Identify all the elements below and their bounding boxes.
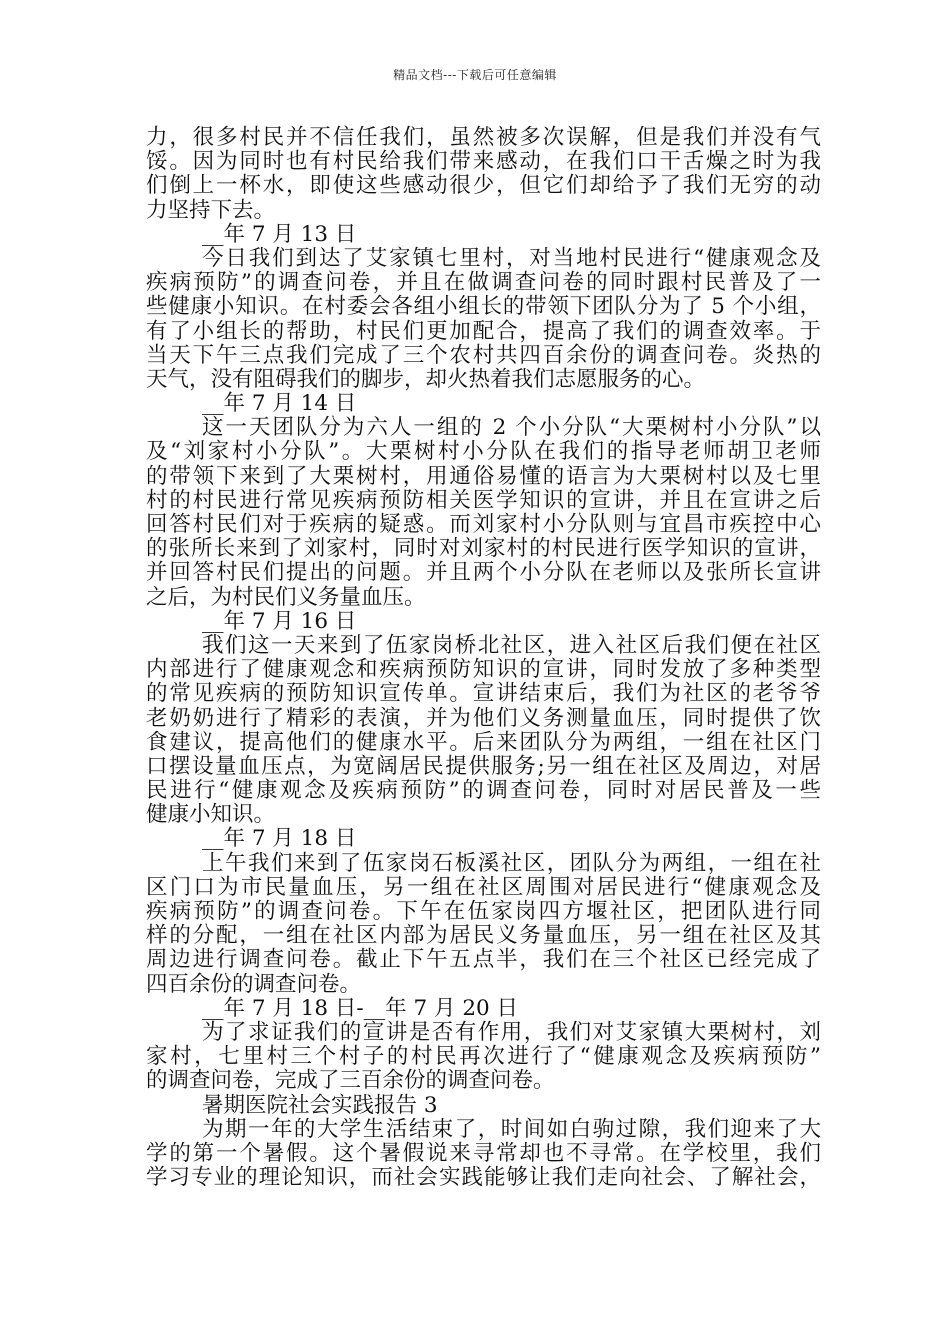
text-line: 当天下午三点我们完成了三个农村共四百余份的调查问卷。炎热的	[146, 342, 821, 368]
text-line: 及“刘家村小分队”。大栗树村小分队在我们的指导老师胡卫老师	[146, 439, 821, 465]
text-line: 力坚持下去。	[146, 197, 276, 223]
text-line: 有了小组长的帮助，村民们更加配合，提高了我们的调查效率。于	[146, 318, 821, 344]
text-line: 之后，为村民们义务量血压。	[146, 584, 426, 610]
text-line: 口摆设量血压点，为宽阔居民提供服务;另一组在社区及周边，对居	[146, 753, 821, 779]
text-line: 区门口为市民量血压，另一组在社区周围对居民进行“健康观念及	[146, 874, 821, 900]
text-line: 我们这一天来到了伍家岗桥北社区，进入社区后我们便在社区	[202, 632, 821, 658]
text-line: 并回答村民们提出的问题。并且两个小分队在老师以及张所长宣讲	[146, 560, 821, 586]
text-line: 馁。因为同时也有村民给我们带来感动，在我们口干舌燥之时为我	[146, 149, 821, 175]
text-line: 的张所长来到了刘家村，同时对刘家村的村民进行医学知识的宣讲，	[146, 536, 821, 562]
text-line: 学的第一个暑假。这个暑假说来寻常却也不寻常。在学校里，我们	[146, 1140, 821, 1166]
text-line: 的常见疾病的预防知识宣传单。宣讲结束后，我们为社区的老爷爷	[146, 681, 821, 707]
text-line: 四百余份的调查问卷。	[146, 971, 362, 997]
text-line: __年 7 月 16 日	[202, 608, 357, 634]
text-line: 疾病预防”的调查问卷。下午在伍家岗四方堰社区，把团队进行同	[146, 899, 821, 924]
text-line: 上午我们来到了伍家岗石板溪社区，团队分为两组，一组在社	[202, 850, 821, 876]
text-line: 学习专业的理论知识，而社会实践能够让我们走向社会、了解社会，	[146, 1165, 821, 1191]
text-line: 疾病预防”的调查问卷，并且在做调查问卷的同时跟村民普及了一	[146, 270, 821, 296]
text-line: 健康小知识。	[146, 802, 276, 828]
text-line: 们倒上一杯水，即使这些感动很少，但它们却给予了我们无穷的动	[146, 173, 821, 199]
text-line: 力，很多村民并不信任我们，虽然被多次误解，但是我们并没有气	[146, 125, 821, 150]
text-line: __年 7 月 14 日	[202, 391, 357, 417]
text-line: 食建议，提高他们的健康水平。后来团队分为两组，一组在社区门	[146, 729, 821, 755]
text-line: 的带领下来到了大栗树村，用通俗易懂的语言为大栗树村以及七里	[146, 463, 821, 489]
text-line: 的调查问卷，完成了三百余份的调查问卷。	[146, 1068, 555, 1094]
document-body	[146, 126, 821, 1190]
text-line: 村的村民进行常见疾病预防相关医学知识的宣讲，并且在宣讲之后	[146, 487, 821, 513]
text-line: 为了求证我们的宣讲是否有作用，我们对艾家镇大栗树村，刘	[202, 1019, 821, 1045]
text-line: 这一天团队分为六人一组的 2 个小分队“大栗树村小分队”以	[202, 415, 821, 441]
text-line: 天气，没有阻碍我们的脚步，却火热着我们志愿服务的心。	[146, 366, 706, 392]
text-line: 老奶奶进行了精彩的表演，并为他们义务测量血压，同时提供了饮	[146, 705, 821, 731]
text-line: __年 7 月 13 日	[202, 221, 357, 247]
text-line: 今日我们到达了艾家镇七里村，对当地村民进行“健康观念及	[202, 245, 821, 271]
text-line: __年 7 月 18 日-__年 7 月 20 日	[202, 995, 519, 1021]
text-line: 回答村民们对于疾病的疑惑。而刘家村小分队则与宜昌市疾控中心	[146, 512, 821, 537]
page-header: 精品文档---下载后可任意编辑	[393, 68, 557, 82]
text-line: 周边进行调查问卷。截止下午五点半，我们在三个社区已经完成了	[146, 947, 821, 973]
text-line: 为期一年的大学生活结束了，时间如白驹过隙，我们迎来了大	[202, 1116, 821, 1142]
text-line: __年 7 月 18 日	[202, 826, 357, 852]
text-line: 内部进行了健康观念和疾病预防知识的宣讲，同时发放了多种类型	[146, 657, 821, 683]
text-line: 家村，七里村三个村子的村民再次进行了“健康观念及疾病预防”	[146, 1044, 821, 1070]
text-line: 民进行“健康观念及疾病预防”的调查问卷，同时对居民普及一些	[146, 778, 821, 804]
text-line: 暑期医院社会实践报告 3	[202, 1092, 438, 1118]
text-line: 样的分配，一组在社区内部为居民义务量血压，另一组在社区及其	[146, 923, 821, 949]
text-line: 些健康小知识。在村委会各组小组长的带领下团队分为了 5 个小组，	[146, 294, 821, 320]
